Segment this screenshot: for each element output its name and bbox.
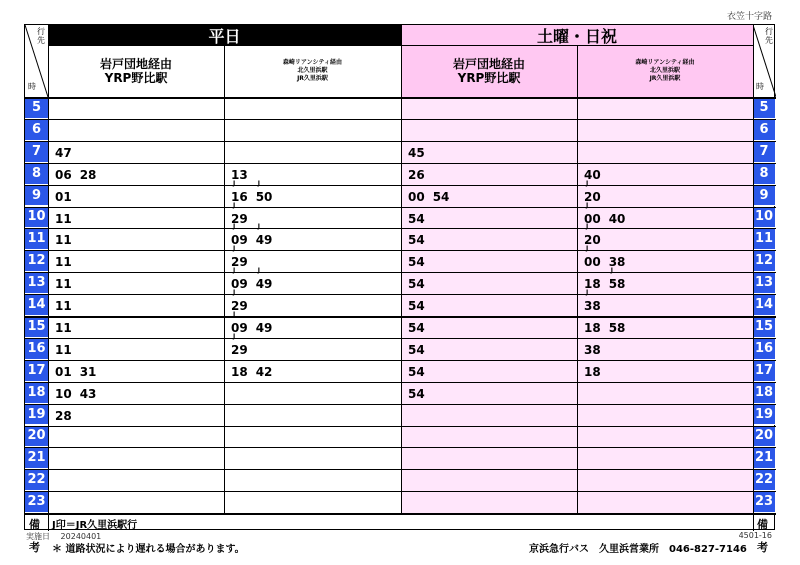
date-value: 20240401	[60, 532, 102, 541]
departure-minute: 54	[408, 364, 425, 379]
hour-label-left: 11	[25, 228, 48, 250]
departure-minute: 10	[55, 386, 72, 401]
route-header-line: 森崎リアンシティ経由	[635, 59, 695, 66]
route-header-2	[224, 45, 401, 97]
hour-label-left: 17	[25, 360, 48, 382]
departure-minute: 42	[255, 364, 273, 379]
departure-minute: 54	[432, 189, 450, 204]
notes-label-top-right: 備	[757, 518, 768, 532]
departure-minute: 54	[408, 277, 425, 292]
departure-times	[584, 212, 633, 226]
column-divider	[577, 45, 578, 513]
column-divider	[401, 25, 402, 513]
departure-times	[55, 299, 80, 313]
hour-label-right: 8	[753, 163, 775, 185]
departure-minute: J 09	[231, 233, 248, 247]
route-header-line: YRP野比駅	[104, 71, 168, 85]
departure-times	[231, 365, 280, 379]
route-header-line: 森崎リアンシティ経由	[282, 59, 343, 66]
route-header-line: JR久里浜駅	[649, 75, 681, 82]
departure-minute: 54	[408, 386, 425, 401]
hour-label-left: 10	[25, 207, 48, 229]
route-header-4	[577, 45, 753, 97]
departure-times	[408, 233, 433, 247]
departure-minute: 38	[608, 255, 626, 270]
hour-label-right: 21	[753, 447, 775, 469]
hour-label-left: 23	[25, 491, 48, 513]
departure-times	[55, 321, 80, 335]
departure-minute: 47	[55, 145, 72, 160]
departure-times	[408, 365, 433, 379]
operator-info: 京浜急行バス 久里浜営業所 046-827-7146	[529, 544, 747, 556]
hour-label-right: 19	[753, 404, 775, 426]
footer-code: 4501-16	[738, 531, 772, 540]
departure-minute: 11	[55, 277, 72, 292]
departure-minute: 54	[408, 233, 425, 248]
departure-minute: 26	[408, 167, 425, 182]
departure-minute: 31	[79, 364, 97, 379]
departure-times	[408, 321, 433, 335]
departure-minute: 18	[584, 321, 601, 335]
departure-times	[55, 233, 80, 247]
hour-label-left: 8	[25, 163, 48, 185]
route-header-line: 北久里浜駅	[297, 67, 328, 74]
departure-minute: J 49	[256, 233, 273, 247]
hour-label-left: 16	[25, 338, 48, 360]
hour-label-right: 11	[753, 228, 775, 250]
departure-minute: 18	[231, 364, 248, 379]
route-header-line: 岩戸団地経由	[452, 57, 525, 71]
departure-minute: J 16	[231, 190, 248, 204]
hour-label-left: 20	[25, 426, 48, 448]
hour-label-left: 13	[25, 272, 48, 294]
departure-times	[408, 387, 433, 401]
departure-times	[231, 343, 256, 357]
departure-minute: 01	[55, 364, 72, 379]
holiday-header: 土曜・日祝	[401, 25, 753, 45]
hour-label-left: 14	[25, 294, 48, 316]
corner-diagonal	[25, 25, 48, 97]
stop-name: 衣笠十字路	[726, 12, 772, 22]
hour-label-left: 12	[25, 250, 48, 272]
departure-times	[55, 387, 104, 401]
departure-times	[231, 190, 280, 204]
departure-times	[584, 321, 633, 335]
departure-times	[55, 277, 80, 291]
column-divider	[48, 25, 49, 531]
departure-times	[55, 146, 80, 160]
departure-times	[55, 168, 104, 182]
hour-label-right: 14	[753, 294, 775, 316]
weekday-header: 平日	[48, 25, 401, 45]
departure-minute: J 09	[231, 277, 248, 291]
departure-minute: 49	[255, 321, 273, 335]
hour-label-right: 15	[753, 316, 775, 338]
departure-minute: 06	[55, 167, 72, 182]
hour-label-left: 7	[25, 141, 48, 163]
hour-label-right: 22	[753, 469, 775, 491]
departure-times	[408, 277, 433, 291]
note-delay: ＊ 道路状況により遅れる場合があります。	[52, 544, 245, 556]
departure-minute: 54	[408, 321, 425, 335]
footer-date	[26, 531, 101, 542]
departure-minute: 54	[408, 255, 425, 270]
hour-label-left: 22	[25, 469, 48, 491]
departure-minute: 28	[55, 408, 72, 423]
departure-times	[55, 409, 80, 423]
corner-hour-label: 時	[756, 82, 764, 91]
corner-diagonal	[753, 25, 776, 97]
departure-times	[231, 277, 280, 291]
date-label: 実施日	[26, 532, 50, 541]
departure-minute: J 00	[584, 255, 601, 269]
departure-minute: 11	[55, 321, 72, 335]
departure-minute: 01	[55, 189, 72, 204]
column-divider	[224, 45, 225, 513]
departure-minute: J 50	[256, 190, 273, 204]
departure-times	[55, 212, 80, 226]
departure-times	[55, 343, 80, 357]
hour-label-right: 10	[753, 207, 775, 229]
hour-label-left: 21	[25, 447, 48, 469]
departure-minute: 11	[55, 255, 72, 270]
hour-label-left: 19	[25, 404, 48, 426]
departure-minute: 38	[584, 342, 601, 357]
departure-times	[408, 343, 433, 357]
hour-label-right: 20	[753, 426, 775, 448]
departure-minute: 45	[408, 145, 425, 160]
column-divider	[753, 25, 754, 531]
hour-label-left: 18	[25, 382, 48, 404]
hour-label-right: 16	[753, 338, 775, 360]
hour-label-right: 12	[753, 250, 775, 272]
departure-times	[55, 255, 80, 269]
departure-times	[584, 299, 609, 313]
departure-minute: 54	[408, 211, 425, 226]
hour-label-left: 15	[25, 316, 48, 338]
route-header-line: 北久里浜駅	[649, 67, 680, 74]
route-header-line: JR久里浜駅	[297, 75, 328, 82]
route-header-1	[48, 45, 224, 97]
hour-label-right: 17	[753, 360, 775, 382]
departure-times	[408, 212, 433, 226]
departure-minute: J 20	[584, 190, 601, 204]
departure-minute: J 20	[584, 233, 601, 247]
departure-minute: 40	[608, 211, 626, 226]
departure-times	[408, 190, 457, 204]
departure-times	[584, 277, 633, 291]
notes-label-bottom: 考	[29, 541, 40, 555]
departure-minute: J 00	[584, 212, 601, 226]
row-divider	[25, 513, 776, 515]
departure-times	[584, 343, 609, 357]
departure-minute: 54	[408, 299, 425, 314]
departure-times	[55, 365, 104, 379]
departure-minute: J 29	[231, 299, 248, 313]
route-header-3	[401, 45, 577, 97]
departure-times	[55, 190, 80, 204]
departure-minute: 11	[55, 233, 72, 248]
hour-label-left: 9	[25, 185, 48, 207]
hour-label-left: 5	[25, 97, 48, 119]
departure-minute: J 58	[609, 277, 626, 291]
departure-times	[231, 233, 280, 247]
hour-label-right: 23	[753, 491, 775, 513]
departure-times	[408, 168, 433, 182]
departure-minute: 18	[584, 364, 601, 379]
hour-label-left: 6	[25, 119, 48, 141]
departure-minute: 11	[55, 299, 72, 314]
departure-times	[584, 255, 633, 269]
departure-minute: J 29	[231, 212, 248, 226]
corner-hour-label: 時	[28, 82, 36, 91]
hour-label-right: 18	[753, 382, 775, 404]
departure-minute: 43	[79, 386, 97, 401]
corner-right	[753, 25, 776, 97]
departure-minute: J 29	[231, 343, 248, 357]
departure-minute: 00	[408, 189, 425, 204]
departure-minute: 40	[584, 167, 601, 182]
route-header-line: 岩戸団地経由	[99, 57, 172, 71]
departure-minute: J 29	[231, 255, 248, 269]
hour-label-right: 13	[753, 272, 775, 294]
hour-label-right: 5	[753, 97, 775, 119]
route-header-line: YRP野比駅	[457, 71, 521, 85]
departure-minute: 28	[79, 167, 97, 182]
departure-times	[408, 255, 433, 269]
departure-minute: J 49	[256, 277, 273, 291]
note-j-mark: J印＝JR久里浜駅行	[52, 520, 138, 532]
departure-minute: J 38	[584, 299, 601, 313]
departure-times	[408, 146, 433, 160]
corner-dest-label: 行 先	[765, 27, 773, 45]
departure-times	[584, 365, 609, 379]
hour-label-right: 7	[753, 141, 775, 163]
departure-minute: 11	[55, 342, 72, 357]
corner-left	[25, 25, 48, 97]
notes-label-top: 備	[29, 518, 40, 532]
departure-minute: J 09	[231, 321, 248, 335]
departure-times	[408, 299, 433, 313]
hour-label-right: 6	[753, 119, 775, 141]
departure-minute: 54	[408, 342, 425, 357]
departure-minute: 13	[231, 167, 248, 182]
departure-minute: 18	[584, 277, 601, 292]
departure-minute: 58	[608, 321, 626, 335]
departure-times	[231, 321, 280, 335]
departure-minute: 11	[55, 211, 72, 226]
notes-label-bottom-right: 考	[757, 541, 768, 555]
corner-dest-label: 行 先	[37, 27, 45, 45]
hour-label-right: 9	[753, 185, 775, 207]
